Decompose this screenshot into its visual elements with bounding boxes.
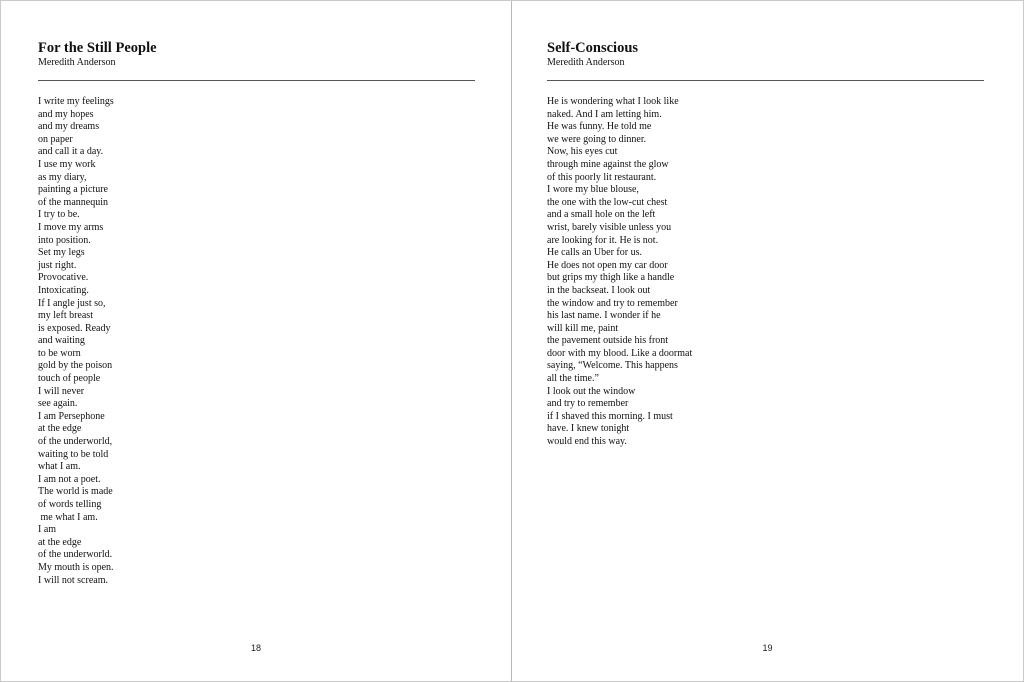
poem-line: Set my legs [38, 247, 85, 259]
poem-line: The world is made [38, 486, 113, 498]
poem-line: I write my feelings [38, 96, 114, 107]
poem-line: of the underworld. [38, 549, 113, 561]
poem-line: Now, his eyes cut [547, 146, 618, 158]
poem-line: in the backseat. I look out [547, 284, 651, 296]
poem-body [547, 96, 986, 449]
poem-line: just right. [38, 259, 77, 271]
poem-line: are looking for it. He is not. [547, 234, 659, 246]
poem-line: I move my arms [38, 221, 104, 233]
poem-line: I look out the window [547, 385, 636, 397]
poem-line: the one with the low-cut chest [547, 196, 668, 208]
poem-line: He does not open my car door [547, 259, 668, 271]
poem-title: Self-Conscious [547, 40, 639, 56]
poem-line: of words telling [38, 499, 102, 510]
poem-line: we were going to dinner. [547, 133, 647, 145]
poem-line: what I am. [38, 461, 81, 473]
poem-line: through mine against the glow [547, 158, 669, 170]
poem-line: the window and try to remember [547, 297, 678, 309]
right-page [512, 1, 1023, 681]
page-number: 18 [250, 643, 261, 653]
poem-line: into position. [38, 234, 91, 246]
poem-line: and waiting [38, 335, 85, 347]
poem-line: and try to remember [547, 398, 629, 410]
poem-line: all the time.” [547, 373, 599, 385]
poem-line: and a small hole on the left [547, 209, 656, 221]
poem-line: but grips my thigh like a handle [547, 272, 675, 284]
title-divider [38, 80, 475, 81]
poem-line: at the edge [38, 423, 82, 435]
poem-line: as my diary, [38, 171, 87, 183]
poem-body [38, 96, 474, 587]
poem-line: gold by the poison [38, 360, 113, 372]
poem-line: and call it a day. [38, 146, 104, 158]
poem-line: have. I knew tonight [547, 423, 630, 435]
poem-line: if I shaved this morning. I must [547, 410, 673, 422]
poem-line: and my hopes [38, 108, 94, 120]
poem-line: and my dreams [38, 121, 100, 133]
poem-line: his last name. I wonder if he [547, 310, 661, 322]
poem-line: I am not a poet. [38, 473, 101, 485]
poem-line: naked. And I am letting him. [547, 108, 662, 120]
poem-line: I am Persephone [38, 410, 105, 422]
poem-line: at the edge [38, 536, 82, 548]
poem-line: would end this way. [547, 436, 627, 448]
poem-line: painting a picture [38, 184, 108, 196]
poem-line: I will never [38, 385, 85, 397]
poem-line: of the underworld, [38, 436, 113, 448]
poem-line: is exposed. Ready [38, 322, 111, 334]
poem-author: Meredith Anderson [547, 57, 625, 68]
poem-line: He calls an Uber for us. [547, 247, 642, 259]
poem-line: Intoxicating. [38, 284, 89, 296]
poem-line: I will not scream. [38, 574, 108, 586]
poem-line: I wore my blue blouse, [547, 184, 639, 196]
poem-line: the pavement outside his front [547, 335, 669, 347]
poem-line: Provocative. [38, 272, 89, 284]
poem-line: I use my work [38, 158, 96, 170]
poem-line: my left breast [38, 310, 93, 322]
poem-line: wrist, barely visible unless you [547, 221, 672, 233]
poem-line: He is wondering what I look like [547, 96, 679, 107]
poem-line: will kill me, paint [547, 322, 619, 334]
poem-line: touch of people [38, 373, 101, 385]
poem-title: For the Still People [38, 40, 157, 56]
poem-line: My mouth is open. [38, 561, 114, 573]
poem-line: I try to be. [38, 209, 80, 221]
poem-line: see again. [38, 398, 78, 410]
poem-line: waiting to be told [38, 448, 109, 460]
poem-line: on paper [38, 133, 73, 145]
poem-line: of the mannequin [38, 196, 108, 208]
title-divider [547, 80, 984, 81]
poem-line: I am [38, 524, 57, 536]
poem-line: If I angle just so, [38, 297, 106, 309]
poem-line: of this poorly lit restaurant. [547, 171, 657, 183]
page-number: 19 [762, 643, 773, 653]
poem-line: door with my blood. Like a doormat [547, 347, 693, 359]
left-page [1, 1, 512, 681]
poem-line: saying, “Welcome. This happens [547, 360, 678, 372]
poem-line: me what I am. [38, 511, 98, 523]
poem-author: Meredith Anderson [38, 57, 116, 68]
poem-line: to be worn [38, 347, 81, 359]
poem-line: He was funny. He told me [547, 121, 652, 133]
